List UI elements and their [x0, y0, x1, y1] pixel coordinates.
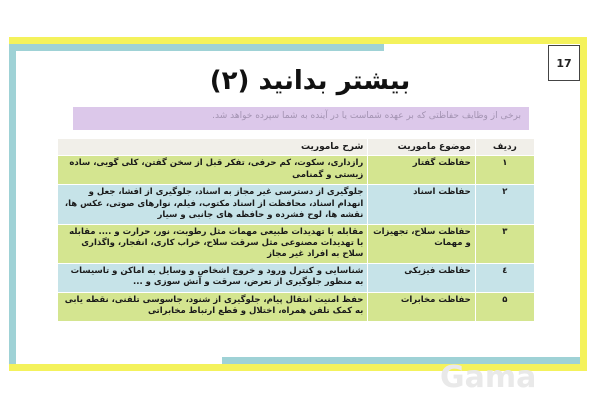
header-row-number: ردیف: [475, 139, 534, 156]
slide-number: 17: [548, 45, 580, 81]
header-mission-topic: موضوع ماموریت: [368, 139, 475, 156]
table-row: [58, 156, 535, 185]
subtitle-banner: برخی از وظایف حفاظتی که بر عهده شماست یا در آینده به شما سپرده خواهد شد.: [73, 107, 529, 130]
row-description: شناسایی و کنترل ورود و خروج اشخاص و وسایل به اماکن و تاسیسات به منظور جلوگیری از تعرض، سرقت و آتش سوزی و ...: [58, 263, 368, 292]
row-description: حفظ امنیت انتقال پیام، جلوگیری از شنود، جاسوسی تلفنی، نقطه یابی به کمک تلفن همراه، اختلال و قطع ارتباط مخابراتی: [58, 292, 368, 321]
row-number: ۱: [475, 156, 534, 185]
page-title: بیشتر بدانید (۲): [209, 66, 411, 96]
frame-bar-top-yellow: [9, 37, 587, 44]
gama-watermark: Gama: [440, 360, 537, 395]
frame-bar-right-yellow: [580, 37, 587, 371]
table-row: [58, 292, 535, 321]
row-description: جلوگیری از دسترسی غیر مجاز به اسناد، جلوگیری از افشا، جعل و انهدام اسناد، محافظت از اسناد مکتوب، فیلم، نوارهای صوتی، عکس ها، نقشه ها، لوح فشرده و حافظه های جانبی و سیار: [58, 185, 368, 224]
frame-bar-top-teal: [9, 44, 384, 51]
row-topic: حفاظت گفتار: [368, 156, 475, 185]
row-topic: حفاظت فیزیکی: [368, 263, 475, 292]
table-row: [58, 185, 535, 224]
row-topic: حفاظت مخابرات: [368, 292, 475, 321]
table-header-row: [58, 139, 535, 156]
table-row: [58, 224, 535, 263]
row-description: رازداری، سکوت، کم حرفی، تفکر قبل از سخن گفتن، کلی گویی، ساده زیستی و گمنامی: [58, 156, 368, 185]
frame-bar-left-teal: [9, 44, 16, 364]
table-row: [58, 263, 535, 292]
row-number: ۵: [475, 292, 534, 321]
row-topic: حفاظت اسناد: [368, 185, 475, 224]
row-number: ۳: [475, 224, 534, 263]
row-topic: حفاظت سلاح، تجهیزات و مهمات: [368, 224, 475, 263]
mission-table: [57, 138, 535, 322]
header-mission-description: شرح ماموریت: [58, 139, 368, 156]
row-description: مقابله با تهدیدات طبیعی مهمات مثل رطوبت، نور، حرارت و .... مقابله با تهدیدات مصنوعی مثل سرقت سلاح، خراب کاری، انفجار، واگذاری سلاح به افراد غیر مجاز: [58, 224, 368, 263]
row-number: ۲: [475, 185, 534, 224]
row-number: ٤: [475, 263, 534, 292]
